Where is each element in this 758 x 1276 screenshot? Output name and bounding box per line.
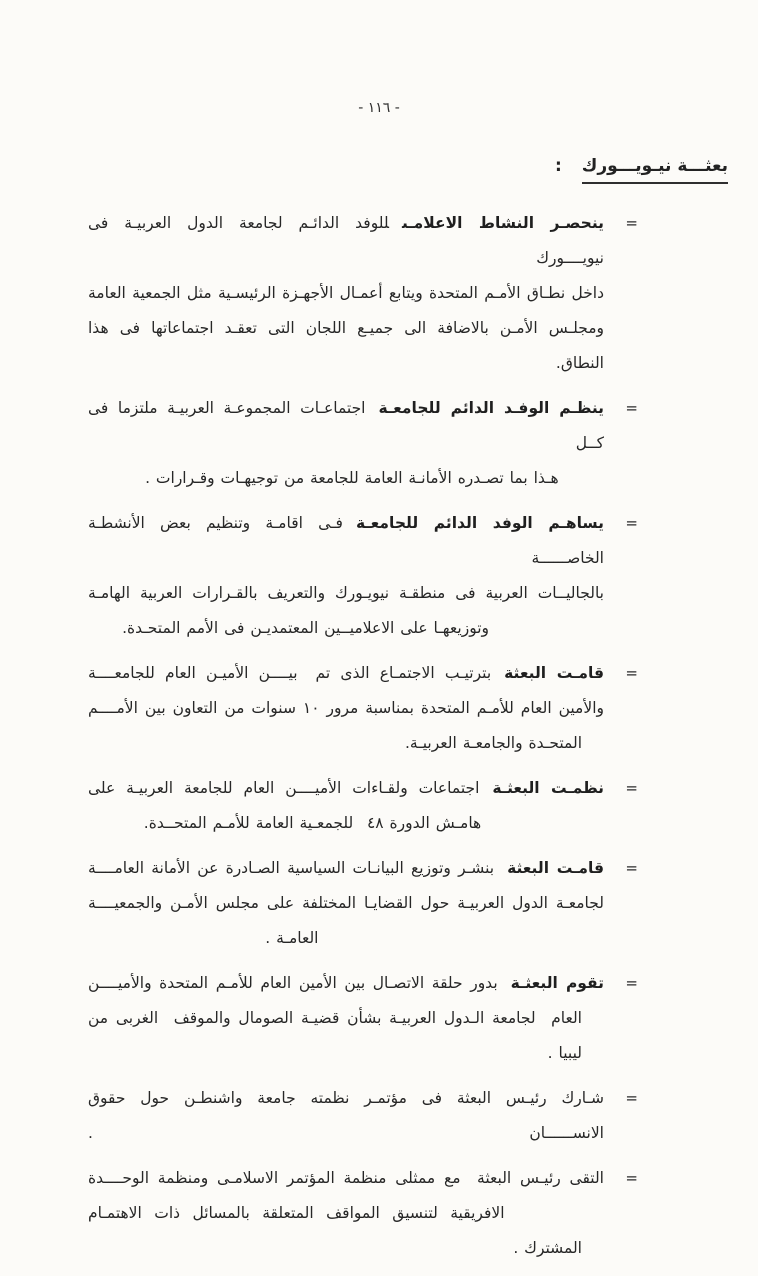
paragraph-line: هامـش الدورة ٤٨ للجمعـية العامة للأمـم المتحــدة.: [143, 814, 582, 832]
paragraph-line: شـارك رئيـس البعثة فى مؤتمـر نظمته جامعة واشنطـن حول حقوق الانســــــان .: [88, 1089, 604, 1142]
paragraph-line: [88, 851, 604, 886]
bullet-marker: =: [625, 859, 638, 877]
paragraph-line: وتوزيعهـا على الاعلاميــين المعتمديـن فى الأمم المتحـدة.: [122, 619, 582, 637]
paragraph: [88, 1081, 604, 1151]
list-item: [88, 391, 638, 496]
section-heading: [555, 156, 728, 184]
paragraph-line-text: للوفد الدائـم لجامعة الدول العربيـة فى نيويــــورك: [88, 214, 604, 267]
paragraph: [88, 966, 604, 1071]
paragraph: [88, 506, 604, 646]
paragraph-line: [88, 966, 604, 1001]
paragraph-line: [88, 391, 604, 461]
list-item: [88, 506, 638, 646]
paragraph-line: المتحـدة والجامعـة العربيـة.: [404, 734, 582, 752]
paragraph-line: لجامعـة الدول العربيـة حول القضايـا المختلفة على مجلس الأمـن والجمعيــــة: [88, 894, 604, 912]
paragraph: [88, 1161, 604, 1266]
bullet-marker: =: [625, 779, 638, 797]
bullet-marker: =: [625, 664, 638, 682]
paragraph-line: الافريقية لتنسيق المواقف المتعلقة بالمسائل ذات الاهتمـام المشترك .: [88, 1204, 582, 1257]
paragraph-line-text: فـى اقامـة وتنظيم بعض الأنشطـة الخاصــــــة: [88, 514, 604, 567]
list-item: [88, 206, 638, 381]
bullet-marker: =: [625, 1169, 638, 1187]
paragraph-line: [88, 656, 604, 691]
paragraph-lead: يساهـم الوفد الدائم للجامعـة: [355, 514, 604, 532]
paragraph-line: بالجاليــات العربية فى منطقـة نيويـورك والتعريف بالقـرارات العربية الهامـة: [88, 584, 604, 602]
paragraph-line: [88, 506, 604, 576]
paragraph-line: العام لجامعة الـدول العربيـة بشأن قضيـة الصومال والموقف الغربى من ليبيا .: [88, 1009, 582, 1062]
paragraph: [88, 851, 604, 956]
list-item: [88, 966, 638, 1071]
paragraph-lead: تقوم البعثـة: [510, 974, 604, 992]
paragraph-line: ومجلـس الأمـن بالاضافة الى جميـع اللجان التى تعقـد اجتماعاتها فى هذا النطاق.: [88, 319, 604, 372]
paragraph-lead: ينظـم الوفـد الدائم للجامعـة: [378, 399, 605, 417]
bullet-marker: =: [625, 514, 638, 532]
page-number: - ١١٦ -: [358, 100, 400, 116]
paragraph-lead: نظمـت البعثـة: [492, 779, 604, 797]
paragraph: [88, 206, 604, 381]
paragraph-lead: قامـت البعثة: [504, 664, 604, 682]
bullet-marker: =: [625, 214, 638, 232]
list-item: [88, 1161, 638, 1266]
paragraph-line: داخل نطـاق الأمـم المتحدة ويتابع أعمـال الأجهـزة الرئيسـية مثل الجمعية العامة: [88, 284, 604, 302]
paragraph-line-text: بترتيـب الاجتمـاع الذى تم بيــــن الأميـن العام للجامعــــة: [88, 664, 492, 682]
paragraph: [88, 771, 604, 841]
paragraph-line-text: اجتماعـات المجموعـة العربيـة ملتزما فى كــل: [88, 399, 604, 452]
page-title: بعثـــة نيـويـــورك: [582, 156, 728, 184]
paragraph-line-text: اجتماعات ولقـاءات الأميــــن العام للجامعة العربيـة على: [88, 779, 480, 797]
paragraph-lead: قامـت البعثة: [507, 859, 604, 877]
paragraph-line: [88, 771, 604, 806]
bullet-marker: =: [625, 399, 638, 417]
paragraph-line: التقى رئيـس البعثة مع ممثلى منظمة المؤتمر الاسلامـى ومنظمة الوحــــدة: [88, 1169, 604, 1187]
bullet-list: [88, 206, 638, 1276]
paragraph: [88, 656, 604, 761]
paragraph-line-text: بدور حلقة الاتصـال بين الأمين العام للأمـم المتحدة والأميــــن: [88, 974, 498, 992]
paragraph-line: [88, 206, 604, 276]
list-item: [88, 656, 638, 761]
paragraph-line: والأمين العام للأمـم المتحدة بمناسبة مرور ١٠ سنوات من التعاون بين الأمــــم: [88, 699, 604, 717]
page-title-colon: :: [554, 156, 562, 176]
bullet-marker: =: [625, 1089, 638, 1107]
bullet-marker: =: [625, 974, 638, 992]
list-item: [88, 1081, 638, 1151]
paragraph-lead: ينحصـر النشاط الاعلامـى: [402, 214, 604, 232]
list-item: [88, 851, 638, 956]
list-item: [88, 771, 638, 841]
paragraph-line-text: بنشـر وتوزيع البيانـات السياسية الصـادرة عن الأمانة العامــــة: [88, 859, 495, 877]
paragraph-line: العامـة .: [265, 929, 582, 947]
paragraph-line: هـذا بما تصـدره الأمانـة العامة للجامعة من توجيهـات وقـرارات .: [145, 469, 582, 487]
paragraph: [88, 391, 604, 496]
